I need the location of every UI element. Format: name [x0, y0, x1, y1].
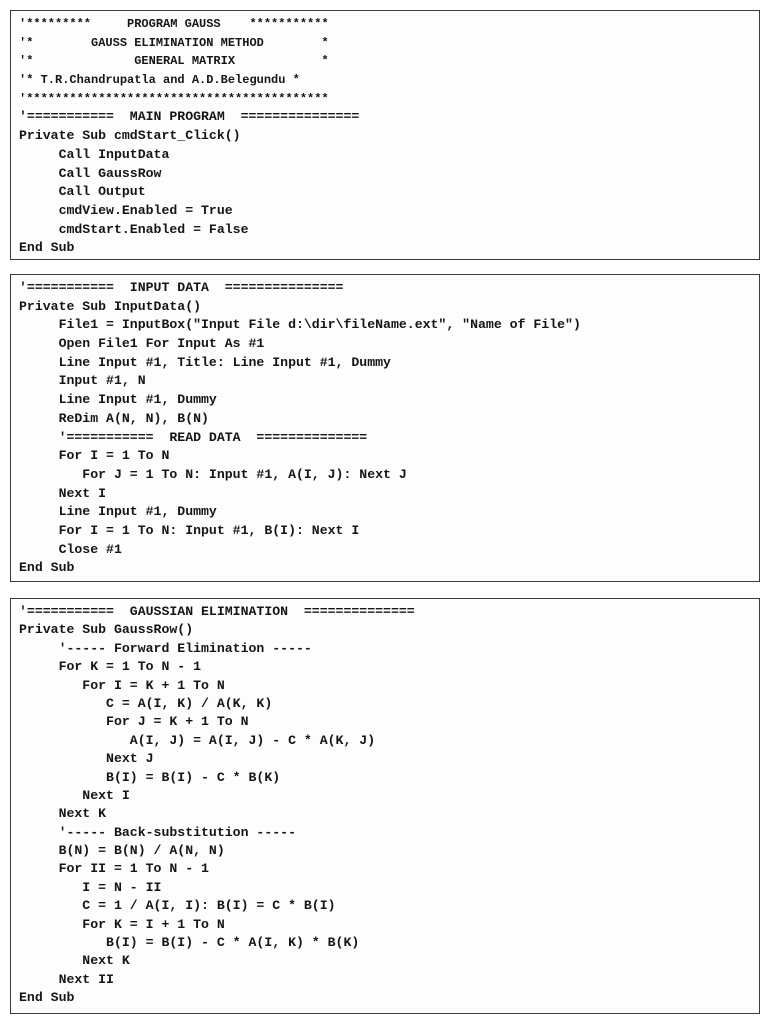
code-line: cmdView.Enabled = True	[19, 202, 233, 218]
code-line: End Sub	[19, 990, 75, 1006]
section-title-input-data: '=========== INPUT DATA ===============	[19, 280, 344, 295]
code-line: C = A(I, K) / A(K, K)	[19, 695, 273, 711]
code-line: Private Sub GaussRow()	[19, 622, 194, 638]
code-line: cmdStart.Enabled = False	[19, 221, 249, 237]
code-line: '* T.R.Chandrupatla and A.D.Belegundu *	[19, 73, 300, 88]
code-line: For J = K + 1 To N	[19, 714, 249, 730]
code-line: Call GaussRow	[19, 165, 162, 181]
code-lines	[19, 279, 753, 578]
code-line: For I = 1 To N	[19, 448, 170, 464]
code-line: For I = K + 1 To N	[19, 677, 225, 693]
code-line: B(N) = B(N) / A(N, N)	[19, 843, 225, 859]
code-line: B(I) = B(I) - C * B(K)	[19, 769, 281, 785]
code-line: Close #1	[19, 541, 122, 557]
code-line: Next J	[19, 751, 154, 767]
code-line: File1 = InputBox("Input File d:\dir\fileName.ext", "Name of File")	[19, 317, 581, 333]
code-line: Open File1 For Input As #1	[19, 336, 265, 352]
code-lines	[19, 15, 753, 258]
code-line: For I = 1 To N: Input #1, B(I): Next I	[19, 522, 360, 538]
code-line: For II = 1 To N - 1	[19, 861, 209, 877]
code-line: Input #1, N	[19, 373, 146, 389]
code-line: B(I) = B(I) - C * A(I, K) * B(K)	[19, 935, 360, 951]
code-line: Next I	[19, 787, 130, 803]
code-line: End Sub	[19, 560, 75, 576]
code-line: C = 1 / A(I, I): B(I) = C * B(I)	[19, 898, 336, 914]
code-line: '******************************************	[19, 91, 329, 106]
code-line: End Sub	[19, 240, 75, 256]
code-line: '********* PROGRAM GAUSS ***********	[19, 17, 329, 31]
program-header-code-block	[10, 10, 760, 260]
section-title-gaussian-elimination: '=========== GAUSSIAN ELIMINATION ==============	[19, 604, 415, 619]
code-line: A(I, J) = A(I, J) - C * A(K, J)	[19, 732, 376, 748]
code-line: Call InputData	[19, 146, 170, 162]
code-line: For K = I + 1 To N	[19, 916, 225, 932]
code-line: Private Sub cmdStart_Click()	[19, 128, 241, 144]
code-line: '* GAUSS ELIMINATION METHOD *	[19, 35, 329, 50]
code-line: For K = 1 To N - 1	[19, 659, 202, 675]
code-line: Next K	[19, 953, 130, 969]
code-line: Private Sub InputData()	[19, 298, 202, 314]
gaussian-elimination-code-block	[10, 598, 760, 1014]
code-line: Line Input #1, Dummy	[19, 504, 217, 520]
input-data-code-block	[10, 274, 760, 582]
code-line: '----- Forward Elimination -----	[19, 640, 312, 656]
code-line: Next K	[19, 806, 107, 822]
code-line: '=========== READ DATA ==============	[19, 429, 368, 445]
code-line: ReDim A(N, N), B(N)	[19, 410, 209, 426]
section-title-main-program: '=========== MAIN PROGRAM ===============	[19, 109, 360, 125]
code-line: Call Output	[19, 184, 146, 200]
code-line: '----- Back-substitution -----	[19, 824, 296, 840]
code-line: Next II	[19, 971, 114, 987]
code-lines	[19, 603, 753, 1008]
code-line: Line Input #1, Dummy	[19, 392, 217, 408]
code-line: Next I	[19, 485, 107, 501]
code-line: '* GENERAL MATRIX *	[19, 54, 329, 69]
code-line: For J = 1 To N: Input #1, A(I, J): Next J	[19, 466, 407, 482]
code-line: I = N - II	[19, 879, 162, 895]
code-line: Line Input #1, Title: Line Input #1, Dummy	[19, 354, 391, 370]
